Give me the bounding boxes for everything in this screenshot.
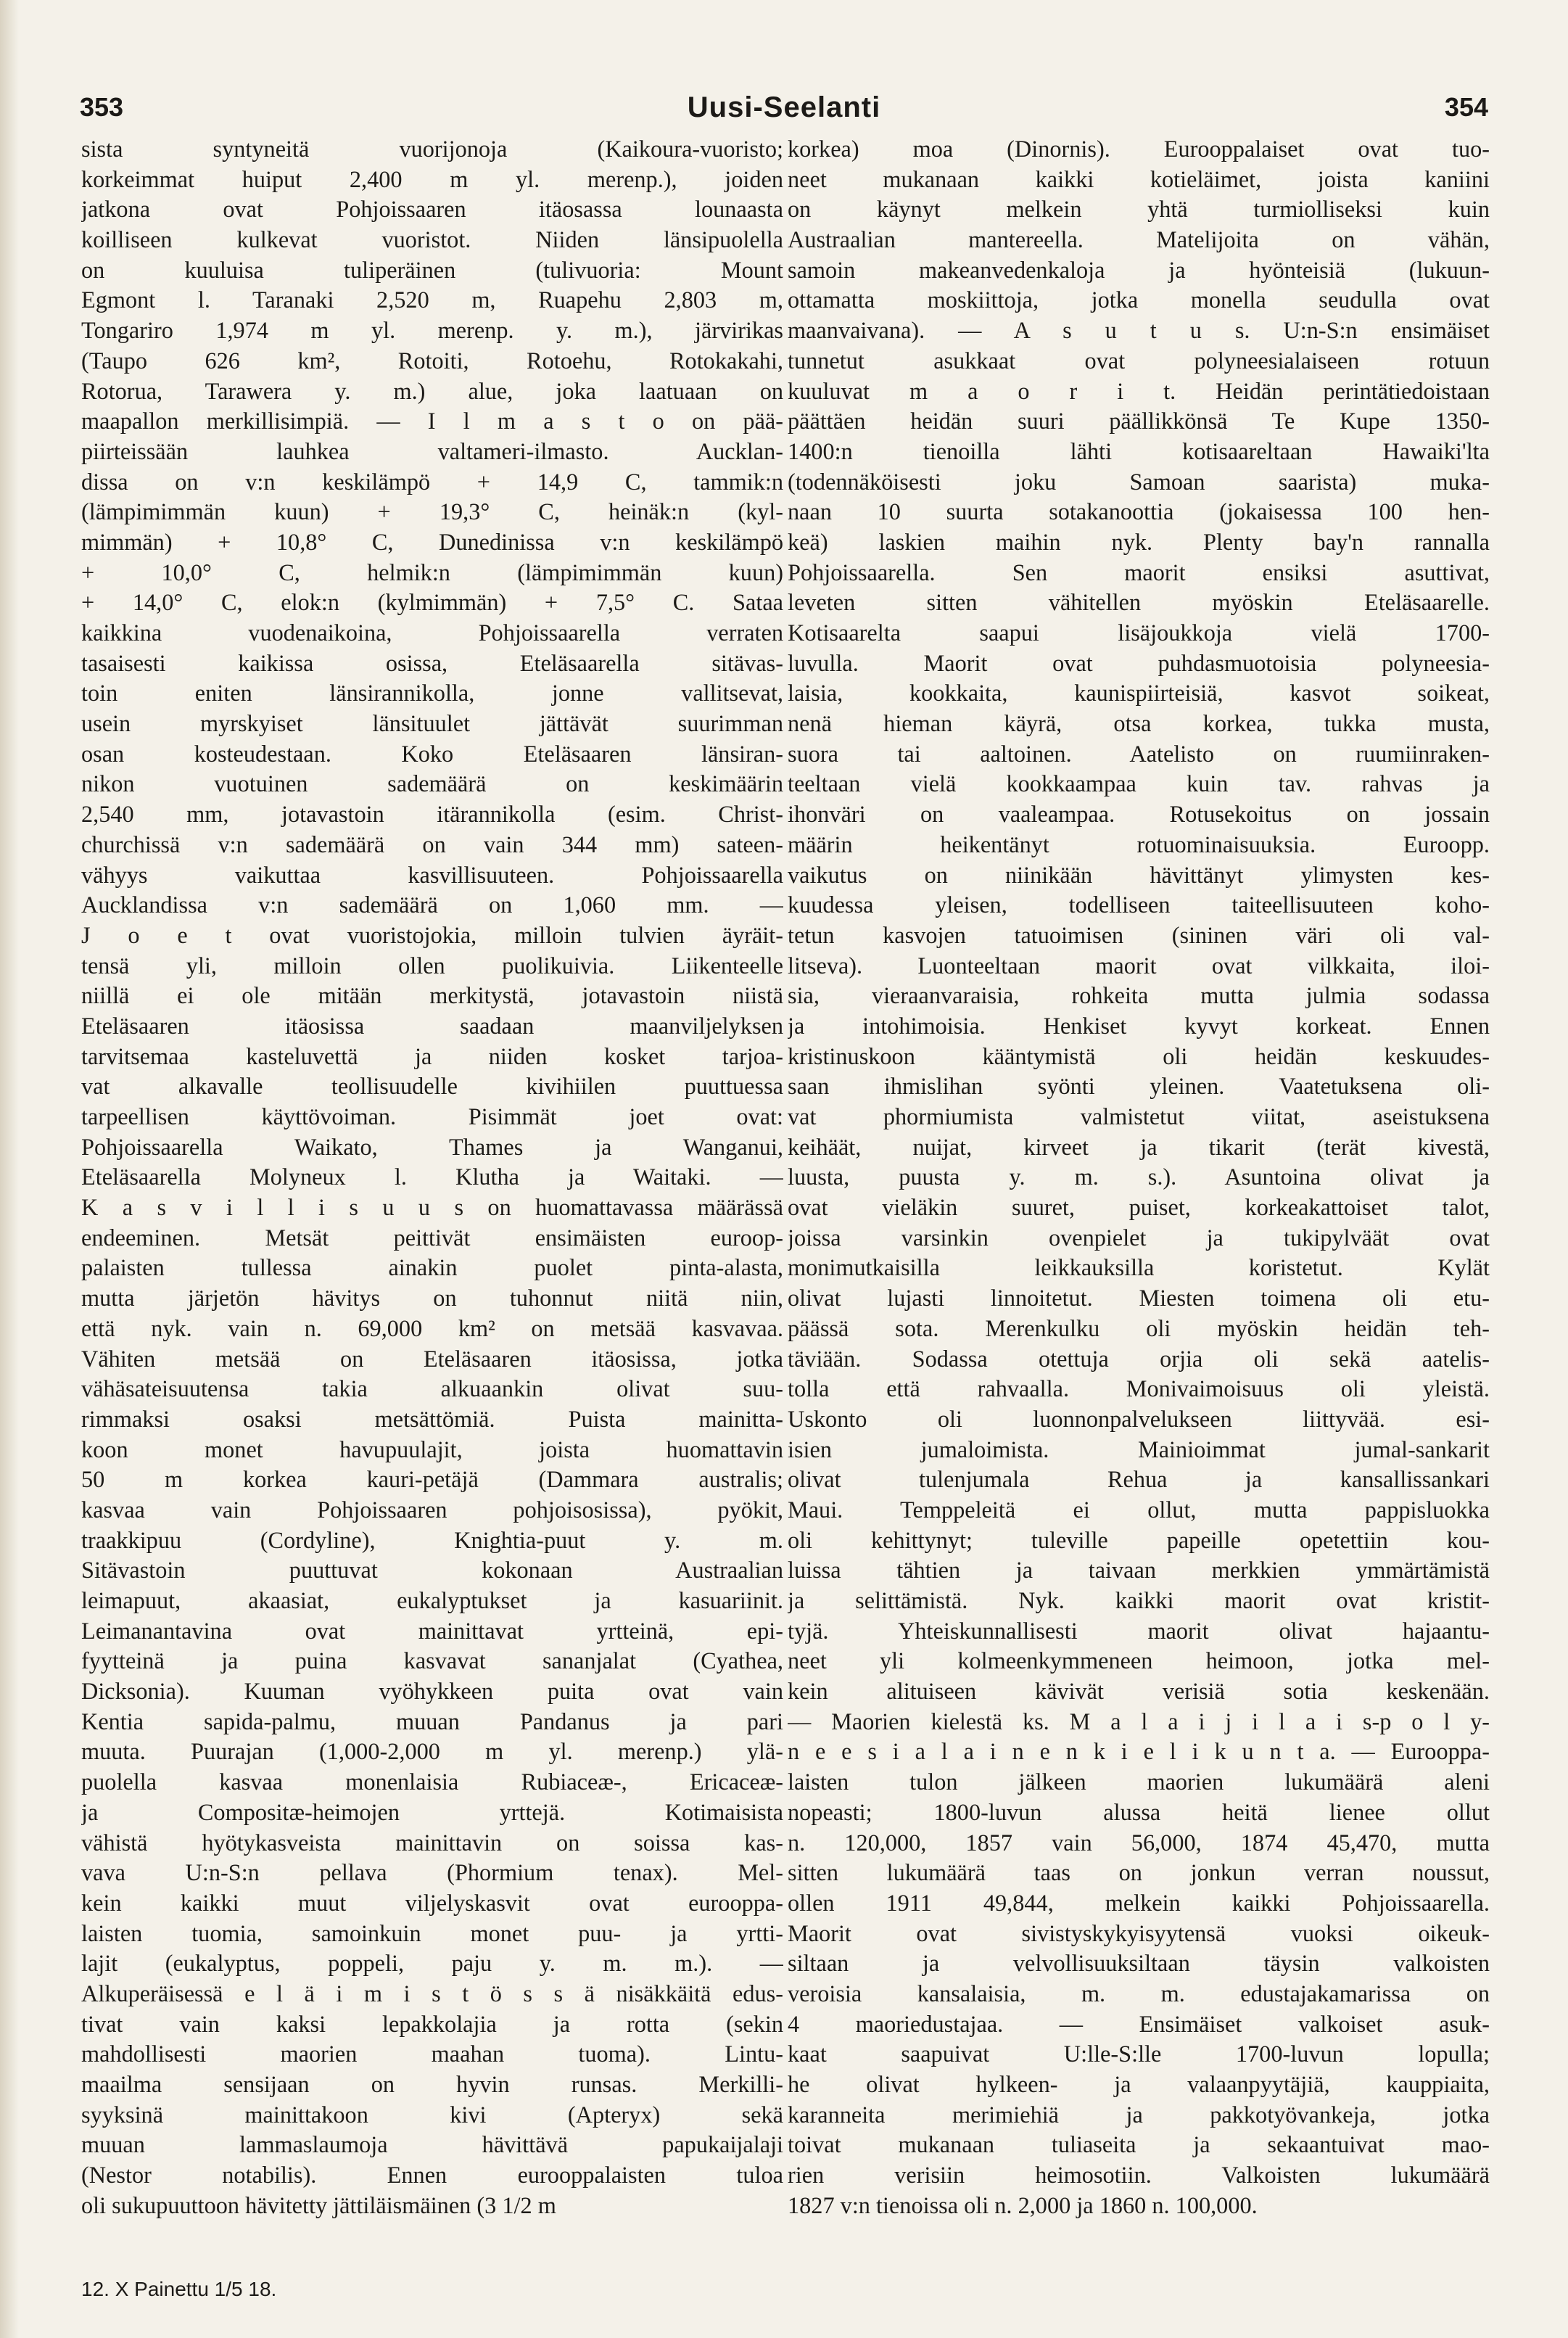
text-line: (lämpimimmän kuun) + 19,3° C, heinäk:n (kyl-	[81, 498, 783, 525]
text-line: tarvitsemaa kasteluvettä ja niiden kosket tarjoa-	[81, 1042, 783, 1069]
text-line: tivat vain kaksi lepakkolajia ja rotta (sekin	[81, 2010, 783, 2037]
text-line: toivat mukanaan tuliaseita ja sekaantuivat mao-	[788, 2131, 1490, 2158]
text-line: vähyys vaikuttaa kasvillisuuteen. Pohjoissaarella	[81, 861, 783, 888]
text-line: maanvaivana). — A s u t u s. U:n-S:n ensimäiset	[788, 317, 1490, 344]
text-line: ja Compositæ-heimojen yrttejä. Kotimaisista	[81, 1798, 783, 1825]
text-line: Uskonto oli luonnonpalvelukseen liittyvää. esi-	[788, 1405, 1490, 1432]
text-line: korkea) moa (Dinornis). Eurooppalaiset ovat tuo-	[788, 136, 1490, 162]
text-line: Dicksonia). Kuuman vyöhykkeen puita ovat vain	[81, 1678, 783, 1705]
text-line: jatkona ovat Pohjoissaaren itäosassa lounaasta	[81, 196, 783, 223]
text-line: laisia, kookkaita, kaunispiirteisiä, kasvot soikeat,	[788, 680, 1490, 707]
text-line: luissa tähtien ja taivaan merkkien ymmärtämistä	[788, 1557, 1490, 1584]
text-line: määrin heikentänyt rotuominaisuuksia. Euroopp.	[788, 831, 1490, 857]
text-line: tasaisesti kaikissa osissa, Eteläsaarella sitävas-	[81, 649, 783, 676]
text-line: Maorit ovat sivistyskykyisyytensä vuoksi oikeuk-	[788, 1919, 1490, 1946]
text-line: Aucklandissa v:n sademäärä on 1,060 mm. —	[81, 892, 783, 918]
text-line: osan kosteudestaan. Koko Eteläsaaren länsiran-	[81, 740, 783, 767]
text-line: leimapuut, akaasiat, eukalyptukset ja kasuariinit.	[81, 1587, 783, 1613]
text-line: syyksinä mainittakoon kivi (Apteryx) sekä	[81, 2101, 783, 2128]
text-line: 4 maoriedustajaa. — Ensimäiset valkoiset asuk-	[788, 2010, 1490, 2037]
text-line: sitten lukumäärä taas on jonkun verran noussut,	[788, 1859, 1490, 1886]
text-line: monimutkaisilla leikkauksilla koristetut. Kylät	[788, 1254, 1490, 1281]
text-line: toin eniten länsirannikolla, jonne vallitsevat,	[81, 680, 783, 707]
text-line: Austraalian mantereella. Matelijoita on vähän,	[788, 226, 1490, 253]
text-line: Kotisaarelta saapui lisäjoukkoja vielä 1700-	[788, 620, 1490, 646]
text-line: Tongariro 1,974 m yl. merenp. y. m.), järvirikas	[81, 317, 783, 344]
text-line: veroisia kansalaisia, m. m. edustajakamarissa on	[788, 1980, 1490, 2006]
text-line: olivat tulenjumala Rehua ja kansallissankari	[788, 1466, 1490, 1493]
text-line: tunnetut asukkaat ovat polyneesialaiseen rotuun	[788, 347, 1490, 374]
text-line: vähäsateisuutensa takia alkuaankin olivat suu-	[81, 1375, 783, 1402]
text-line: dissa on v:n keskilämpö + 14,9 C, tammik:n	[81, 468, 783, 495]
running-header	[80, 86, 1488, 129]
text-line: kristinuskoon kääntymistä oli heidän keskuudes-	[788, 1042, 1490, 1069]
text-line: Eteläsaarella Molyneux l. Klutha ja Waitaki. —	[81, 1164, 783, 1190]
text-line: + 10,0° C, helmik:n (lämpimimmän kuun)	[81, 559, 783, 585]
text-line: kein alituiseen kävivät verisiä sotia keskenään.	[788, 1678, 1490, 1705]
text-line: on käynyt melkein yhtä turmiolliseksi kuin	[788, 196, 1490, 223]
text-line: rien verisiin heimosotiin. Valkoisten lukumäärä	[788, 2162, 1490, 2189]
text-line: nenä hieman käyrä, otsa korkea, tukka musta,	[788, 710, 1490, 737]
text-line: ovat vieläkin suuret, puiset, korkeakattoiset talot,	[788, 1194, 1490, 1221]
text-line: keihäät, nuijat, kirveet ja tikarit (terät kivestä,	[788, 1133, 1490, 1160]
text-line: niillä ei ole mitään merkitystä, jotavastoin niistä	[81, 982, 783, 1009]
text-line: mutta järjetön hävitys on tuhonnut niitä niin,	[81, 1285, 783, 1312]
text-line: Rotorua, Tarawera y. m.) alue, joka laatuaan on	[81, 377, 783, 404]
left-page-number: 353	[80, 92, 124, 122]
text-line: 1400:n tienoilla lähti kotisaareltaan Hawaiki'lta	[788, 437, 1490, 464]
text-line: tensä yli, milloin ollen puolikuivia. Liikenteelle	[81, 952, 783, 979]
text-line: koon monet havupuulajit, joista huomattavin	[81, 1436, 783, 1462]
text-line: samoin makeanvedenkaloja ja hyönteisiä (lukuun-	[788, 256, 1490, 283]
printer-signature: 12. X Painettu 1/5 18.	[81, 2278, 277, 2300]
text-line: vat phormiumista valmistetut viitat, aseistuksena	[788, 1103, 1490, 1129]
text-line: leveten sitten vähitellen myöskin Eteläsaarelle.	[788, 589, 1490, 616]
text-line: (todennäköisesti joku Samoan saarista) muka-	[788, 468, 1490, 495]
text-line: teeltaan vielä kookkaampaa kuin tav. rahvas ja	[788, 770, 1490, 797]
text-line: he olivat hylkeen- ja valaanpyytäjiä, kauppiaita,	[788, 2071, 1490, 2097]
right-text-column	[788, 134, 1490, 2220]
text-line: vava U:n-S:n pellava (Phormium tenax). Mel-	[81, 1859, 783, 1886]
text-line: Vähiten metsää on Eteläsaaren itäosissa, jotka	[81, 1345, 783, 1372]
text-line: mimmän) + 10,8° C, Dunedinissa v:n keskilämpö	[81, 528, 783, 555]
text-line: endeeminen. Metsät peittivät ensimäisten euroop-	[81, 1224, 783, 1251]
text-line: piirteissään lauhkea valtameri-ilmasto. Aucklan-	[81, 437, 783, 464]
text-line: sia, vieraanvaraisia, rohkeita mutta julmia sodassa	[788, 982, 1490, 1009]
text-line: puolella kasvaa monenlaisia Rubiaceæ-, Ericaceæ-	[81, 1769, 783, 1795]
text-line: laisten tuomia, samoinkuin monet puu- ja yrtti-	[81, 1919, 783, 1946]
text-line: Kentia sapida-palmu, muuan Pandanus ja pari	[81, 1708, 783, 1734]
text-line: maailma sensijaan on hyvin runsas. Merkilli-	[81, 2071, 783, 2097]
text-line: vähistä hyötykasveista mainittavin on soissa kas-	[81, 1829, 783, 1856]
text-line: kasvaa vain Pohjoissaaren pohjoisosissa), pyökit,	[81, 1496, 783, 1523]
text-line: traakkipuu (Cordyline), Knightia-puut y. m.	[81, 1526, 783, 1553]
text-line: Sitävastoin puuttuvat kokonaan Austraalian	[81, 1557, 783, 1584]
text-line: neet yli kolmeenkymmeneen heimoon, jotka mel-	[788, 1647, 1490, 1674]
text-line: keä) laskien maihin nyk. Plenty bay'n rannalla	[788, 528, 1490, 555]
text-line: luvulla. Maorit ovat puhdasmuotoisia polyneesia-	[788, 649, 1490, 676]
right-page-number: 354	[1444, 92, 1488, 122]
text-line: nikon vuotuinen sademäärä on keskimäärin	[81, 770, 783, 797]
text-line: Pohjoissaarella. Sen maorit ensiksi asuttivat,	[788, 559, 1490, 585]
text-line: litseva). Luonteeltaan maorit ovat vilkkaita, iloi-	[788, 952, 1490, 979]
text-line: korkeimmat huiput 2,400 m yl. merenp.), joiden	[81, 165, 783, 192]
page-edge-shadow	[0, 0, 19, 2338]
text-line: muuta. Puurajan (1,000-2,000 m yl. merenp.) ylä-	[81, 1738, 783, 1765]
text-line: Alkuperäisessä e l ä i m i s t ö s s ä nisäkkäitä edus-	[81, 1980, 783, 2006]
text-line: täviään. Sodassa otettuja orjia oli sekä aatelis-	[788, 1345, 1490, 1372]
text-line: Egmont l. Taranaki 2,520 m, Ruapehu 2,803 m,	[81, 287, 783, 313]
text-line: n. 120,000, 1857 vain 56,000, 1874 45,470, mutta	[788, 1829, 1490, 1856]
text-line: että nyk. vain n. 69,000 km² on metsää kasvavaa.	[81, 1314, 783, 1341]
text-line: tarpeellisen käyttövoiman. Pisimmät joet ovat:	[81, 1103, 783, 1129]
text-line: sista syntyneitä vuorijonoja (Kaikoura-vuoristo;	[81, 136, 783, 162]
text-line: on kuuluisa tuliperäinen (tulivuoria: Mount	[81, 256, 783, 283]
text-line: vaikutus on niinikään hävittänyt ylimysten kes-	[788, 861, 1490, 888]
text-line: oli sukupuuttoon hävitetty jättiläismäinen (3 1/2 m	[81, 2191, 556, 2218]
text-line: Maui. Temppeleitä ei ollut, mutta pappisluokka	[788, 1496, 1490, 1523]
text-line: Leimanantavina ovat mainittavat yrtteinä, epi-	[81, 1617, 783, 1644]
text-line: fyytteinä ja puina kasvavat sananjalat (Cyathea,	[81, 1647, 783, 1674]
text-line: (Taupo 626 km², Rotoiti, Rotoehu, Rotokakahi,	[81, 347, 783, 374]
text-line: luusta, puusta y. m. s.). Asuntoina olivat ja	[788, 1164, 1490, 1190]
text-line: kein kaikki muut viljelyskasvit ovat eurooppa-	[81, 1889, 783, 1916]
running-title: Uusi-Seelanti	[687, 91, 881, 123]
text-line: muuan lammaslaumoja hävittävä papukaijalaji	[81, 2131, 783, 2158]
text-line: 2,540 mm, jotavastoin itärannikolla (esim. Christ-	[81, 801, 783, 828]
text-line: kuudessa yleisen, todelliseen taiteellisuuteen koho-	[788, 892, 1490, 918]
text-line: kaat saapuivat U:lle-S:lle 1700-luvun lopulla;	[788, 2041, 1490, 2067]
text-line: ja selittämistä. Nyk. kaikki maorit ovat kristit-	[788, 1587, 1490, 1613]
text-line: — Maorien kielestä ks. M a l a i j i l a i s-p o l y-	[788, 1708, 1490, 1734]
text-line: laisten tulon jälkeen maorien lukumäärä aleni	[788, 1769, 1490, 1795]
text-line: siltaan ja velvollisuuksiltaan täysin valkoisten	[788, 1950, 1490, 1977]
text-line: palaisten tullessa ainakin puolet pinta-alasta,	[81, 1254, 783, 1281]
text-line: joissa varsinkin ovenpielet ja tukipylväät ovat	[788, 1224, 1490, 1251]
text-line: saan ihmislihan syönti yleinen. Vaatetuksena oli-	[788, 1073, 1490, 1100]
text-line: päättäen heidän suuri päällikkönsä Te Kupe 1350-	[788, 408, 1490, 435]
text-line: n e e s i a l a i n e n k i e l i k u n t a. — Eurooppa-	[788, 1738, 1490, 1765]
left-text-column	[81, 134, 783, 2220]
text-line: (Nestor notabilis). Ennen eurooppalaisten tuloa	[81, 2162, 783, 2189]
text-line: tetun kasvojen tatuoimisen (sininen väri oli val-	[788, 921, 1490, 948]
text-line: 1827 v:n tienoissa oli n. 2,000 ja 1860 n. 100,000.	[788, 2191, 1258, 2218]
text-line: Eteläsaaren itäosissa saadaan maanviljelyksen	[81, 1012, 783, 1039]
text-line: oli kehittynyt; tuleville papeille opetettiin kou-	[788, 1526, 1490, 1553]
text-line: naan 10 suurta sotakanoottia (jokaisessa 100 hen-	[788, 498, 1490, 525]
text-line: rimmaksi osaksi metsättömiä. Puista mainitta-	[81, 1405, 783, 1432]
text-line: churchissä v:n sademäärä on vain 344 mm) sateen-	[81, 831, 783, 857]
text-line: kuuluvat m a o r i t. Heidän perintätiedoistaan	[788, 377, 1490, 404]
text-line: tyjä. Yhteiskunnallisesti maorit olivat hajaantu-	[788, 1617, 1490, 1644]
text-line: 50 m korkea kauri-petäjä (Dammara australis;	[81, 1466, 783, 1493]
text-line: ja intohimoisia. Henkiset kyvyt korkeat. Ennen	[788, 1012, 1490, 1039]
text-line: mahdollisesti maorien maahan tuoma). Lintu-	[81, 2041, 783, 2067]
text-line: + 14,0° C, elok:n (kylmimmän) + 7,5° C. Sataa	[81, 589, 783, 616]
text-line: suora tai aaltoinen. Aatelisto on ruumiinraken-	[788, 740, 1490, 767]
text-line: lajit (eukalyptus, poppeli, paju y. m. m.). —	[81, 1950, 783, 1977]
text-line: karanneita merimiehiä ja pakkotyövankeja, jotka	[788, 2101, 1490, 2128]
text-line: koilliseen kulkevat vuoristot. Niiden länsipuolella	[81, 226, 783, 253]
text-line: päässä sota. Merenkulku oli myöskin heidän teh-	[788, 1314, 1490, 1341]
text-line: maapallon merkillisimpiä. — I l m a s t o on pää-	[81, 408, 783, 435]
text-line: vat alkavalle teollisuudelle kivihiilen puuttuessa	[81, 1073, 783, 1100]
text-line: olivat lujasti linnoitetut. Miesten toimena oli etu-	[788, 1285, 1490, 1312]
text-line: J o e t ovat vuoristojokia, milloin tulvien äyräit-	[81, 921, 783, 948]
text-line: usein myrskyiset länsituulet jättävät suurimman	[81, 710, 783, 737]
text-line: tolla että rahvaalla. Monivaimoisuus oli yleistä.	[788, 1375, 1490, 1402]
text-line: K a s v i l l i s u u s on huomattavassa määrässä	[81, 1194, 783, 1221]
text-line: ihonväri on vaaleampaa. Rotusekoitus on jossain	[788, 801, 1490, 828]
text-line: kaikkina vuodenaikoina, Pohjoissaarella verraten	[81, 620, 783, 646]
text-line: ollen 1911 49,844, melkein kaikki Pohjoissaarella.	[788, 1889, 1490, 1916]
text-line: neet mukanaan kaikki kotieläimet, joista kaniini	[788, 165, 1490, 192]
text-line: isien jumaloimista. Mainioimmat jumal-sankarit	[788, 1436, 1490, 1462]
text-line: Pohjoissaarella Waikato, Thames ja Wanganui,	[81, 1133, 783, 1160]
text-line: nopeasti; 1800-luvun alussa heitä lienee ollut	[788, 1798, 1490, 1825]
text-line: ottamatta moskiittoja, jotka monella seudulla ovat	[788, 287, 1490, 313]
